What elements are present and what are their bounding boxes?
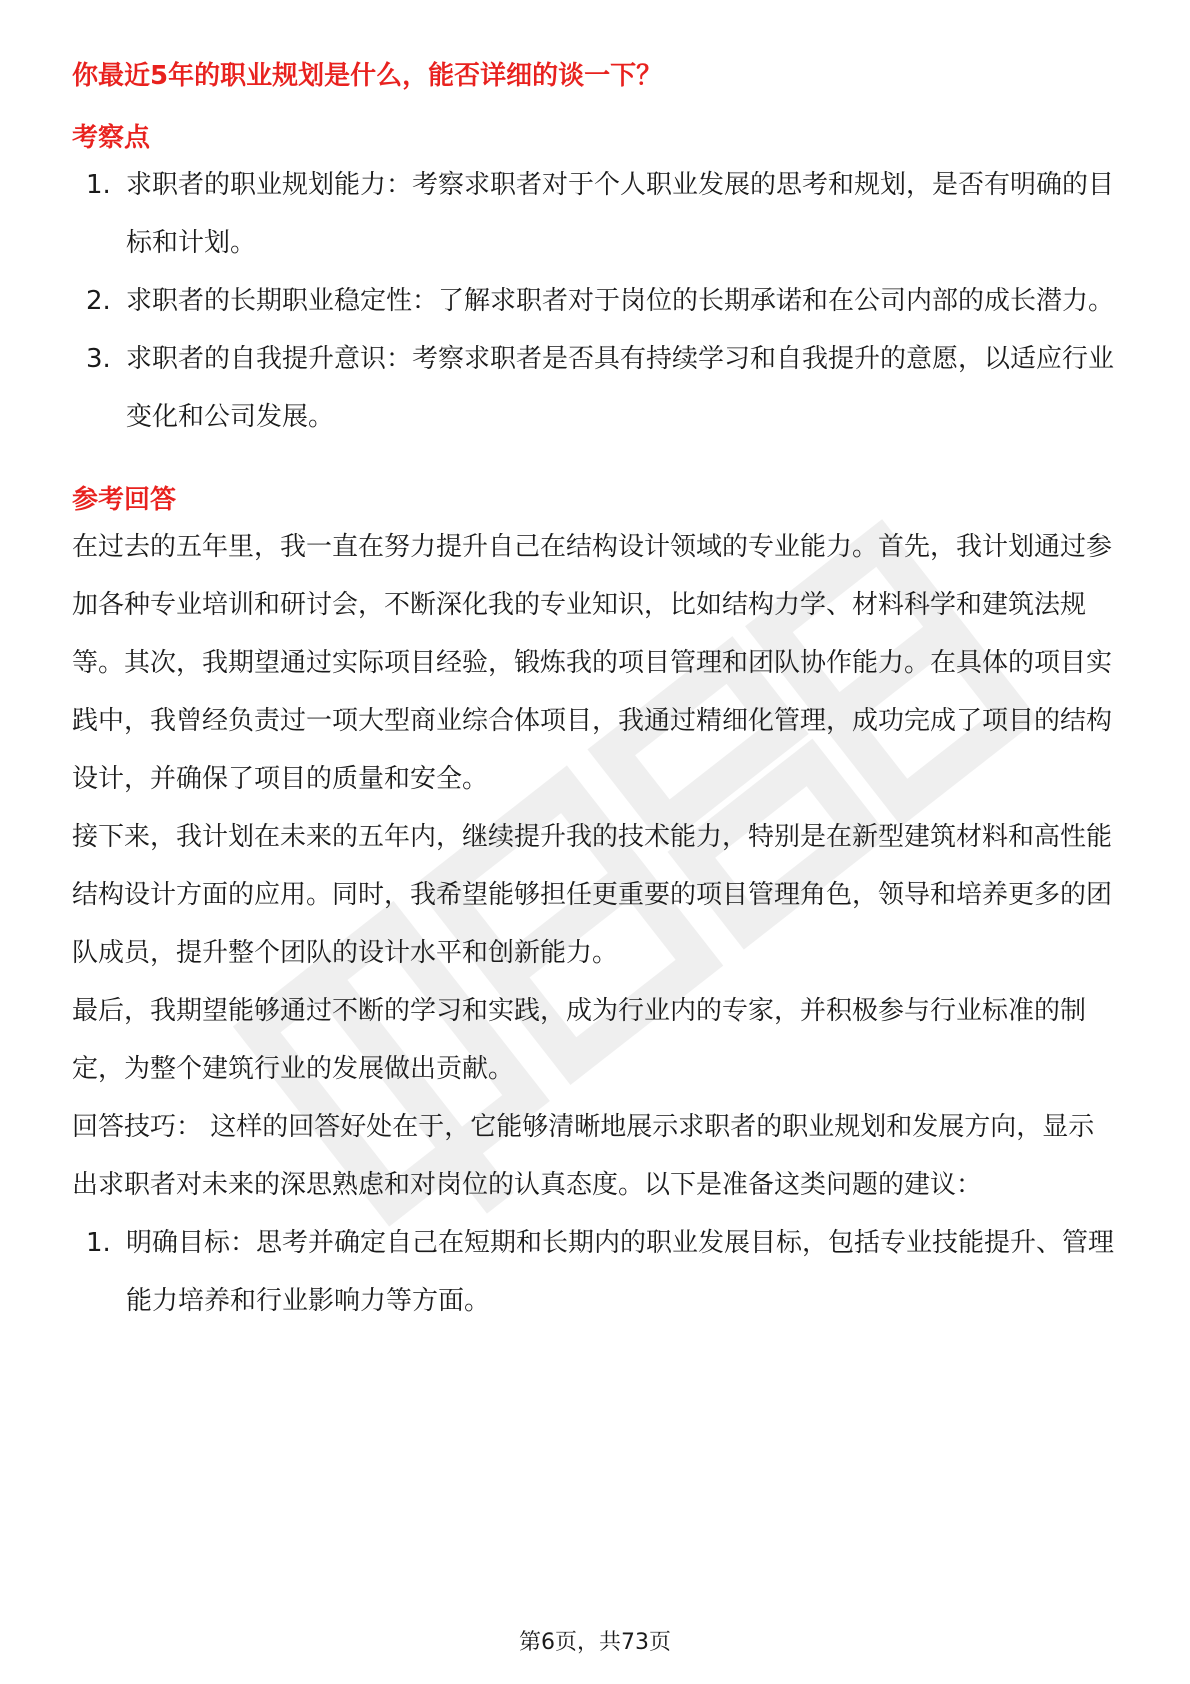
list-item [72, 330, 1120, 446]
question-title: 你最近5年的职业规划是什么，能否详细的谈一下？ [72, 61, 663, 91]
exam-points-list [72, 156, 1120, 446]
content [72, 58, 1120, 1330]
answer-paragraph: 最后，我期望能够通过不断的学习和实践，成为行业内的专家，并积极参与行业标准的制定，为整个建筑行业的发展做出贡献。 [72, 996, 1087, 1084]
reference-answer-heading: 参考回答 [72, 485, 177, 515]
exam-points-heading: 考察点 [72, 123, 151, 153]
list-item-number: 3. [86, 344, 111, 374]
list-item [72, 156, 1120, 272]
answer-paragraph: 接下来，我计划在未来的五年内，继续提升我的技术能力，特别是在新型建筑材料和高性能结构设计方面的应用。同时，我希望能够担任更重要的项目管理角色，领导和培养更多的团队成员，提升整个团队的设计水平和创新能力。 [72, 822, 1113, 968]
list-item [72, 272, 1120, 330]
list-item-number: 1. [86, 1228, 111, 1258]
list-item-number: 2. [86, 286, 111, 316]
tips-list [72, 1214, 1120, 1330]
answer-paragraph: 在过去的五年里，我一直在努力提升自己在结构设计领域的专业能力。首先，我计划通过参加各种专业培训和研讨会，不断深化我的专业知识，比如结构力学、材料科学和建筑法规等。其次，我期望通过实际项目经验，锻炼我的项目管理和团队协作能力。在具体的项目实践中，我曾经负责过一项大型商业综合体项目，我通过精细化管理，成功完成了项目的结构设计，并确保了项目的质量和安全。 [72, 532, 1113, 794]
list-item-number: 1. [86, 170, 111, 200]
list-item-text: 求职者的职业规划能力：考察求职者对于个人职业发展的思考和规划，是否有明确的目标和计划。 [126, 170, 1115, 258]
list-item-text: 求职者的自我提升意识：考察求职者是否具有持续学习和自我提升的意愿，以适应行业变化和公司发展。 [126, 344, 1115, 432]
list-item-text: 明确目标：思考并确定自己在短期和长期内的职业发展目标，包括专业技能提升、管理能力培养和行业影响力等方面。 [126, 1228, 1115, 1316]
list-item-text: 求职者的长期职业稳定性：了解求职者对于岗位的长期承诺和在公司内部的成长潜力。 [126, 286, 1115, 316]
answer-tips-paragraph: 回答技巧： 这样的回答好处在于，它能够清晰地展示求职者的职业规划和发展方向，显示出求职者对未来的深思熟虑和对岗位的认真态度。以下是准备这类问题的建议： [72, 1112, 1095, 1200]
list-item [72, 1214, 1120, 1330]
page-number: 第6页，共73页 [519, 1630, 671, 1655]
